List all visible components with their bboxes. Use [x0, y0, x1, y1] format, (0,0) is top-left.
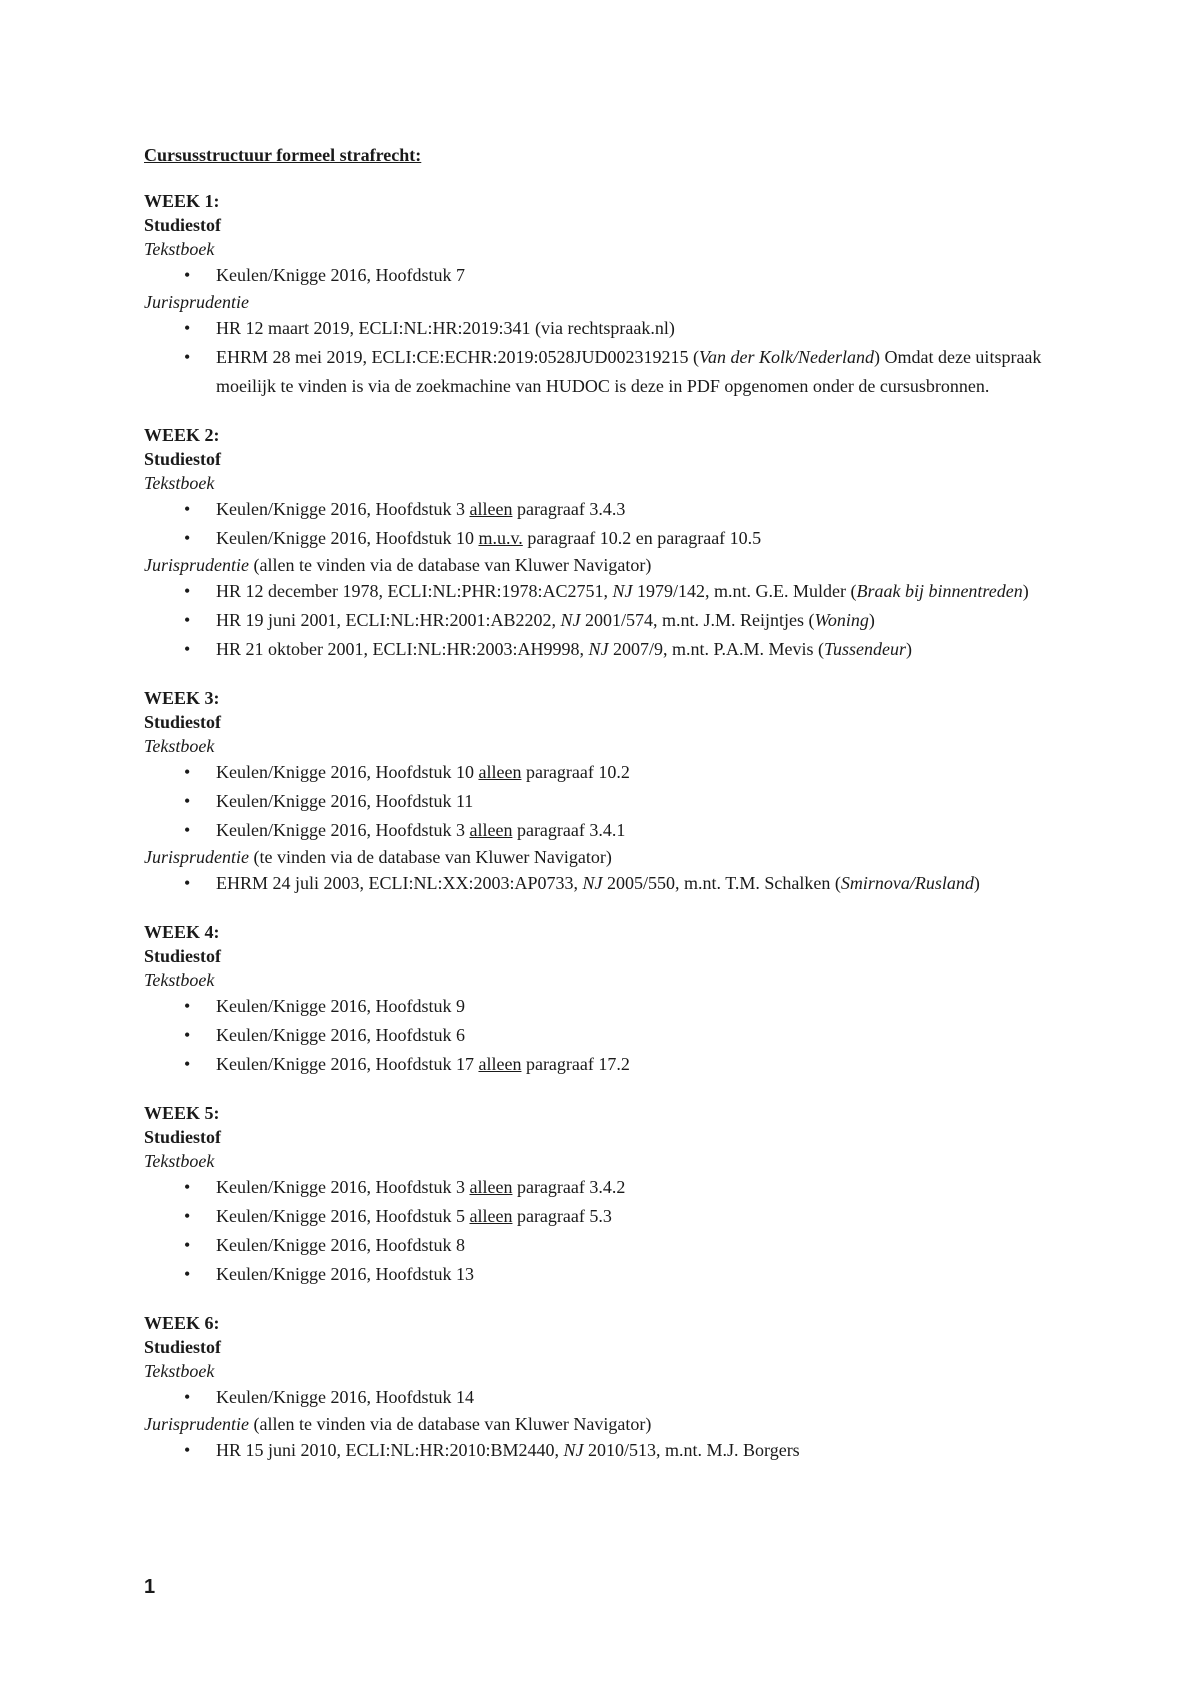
- jurisprudentie-list: [144, 1436, 1084, 1465]
- jurisprudentie-note: (te vinden via de database van Kluwer Navigator): [249, 847, 612, 867]
- list-item: [144, 1021, 1084, 1050]
- list-item: [144, 758, 1084, 787]
- bullet-icon: •: [184, 1025, 191, 1045]
- item-text: Keulen/Knigge 2016, Hoofdstuk 3: [216, 1177, 470, 1197]
- studiestof-heading: Studiestof: [144, 712, 222, 732]
- bullet-icon: •: [184, 762, 191, 782]
- item-text: ): [868, 610, 875, 630]
- week-section: [144, 189, 1084, 401]
- studiestof-heading: Studiestof: [144, 1127, 222, 1147]
- list-item: [144, 1202, 1084, 1231]
- tekstboek-heading: [144, 471, 1084, 495]
- tekstboek-heading: [144, 968, 1084, 992]
- bullet-icon: •: [184, 610, 191, 630]
- tekstboek-heading: [144, 1359, 1084, 1383]
- week-label: WEEK 4:: [144, 922, 220, 942]
- item-emphasis: m.u.v.: [478, 528, 523, 548]
- item-text: 1979/142, m.nt. G.E. Mulder (: [632, 581, 857, 601]
- item-emphasis: alleen: [469, 1206, 513, 1226]
- tekstboek-label: Tekstboek: [144, 736, 215, 756]
- list-item: [144, 1231, 1084, 1260]
- tekstboek-heading: [144, 237, 1084, 261]
- tekstboek-label: Tekstboek: [144, 473, 215, 493]
- tekstboek-list: [144, 758, 1084, 845]
- item-case-name: Braak bij binnentreden: [856, 581, 1023, 601]
- document-content: [144, 143, 1084, 1487]
- list-item: [144, 314, 1084, 343]
- item-text: 2007/9, m.nt. P.A.M. Mevis (: [608, 639, 825, 659]
- jurisprudentie-list: [144, 577, 1084, 664]
- item-text: 2010/513, m.nt. M.J. Borgers: [583, 1440, 800, 1460]
- studiestof-heading: Studiestof: [144, 215, 222, 235]
- tekstboek-label: Tekstboek: [144, 1151, 215, 1171]
- bullet-icon: •: [184, 347, 191, 367]
- jurisprudentie-label: Jurisprudentie: [144, 555, 249, 575]
- item-nj: NJ: [588, 639, 609, 659]
- week-section: [144, 686, 1084, 898]
- item-text: Keulen/Knigge 2016, Hoofdstuk 3: [216, 820, 470, 840]
- jurisprudentie-list: [144, 314, 1084, 401]
- item-text: HR 21 oktober 2001, ECLI:NL:HR:2003:AH9998,: [216, 639, 589, 659]
- jurisprudentie-heading: [144, 553, 1084, 577]
- item-text: Keulen/Knigge 2016, Hoofdstuk 8: [216, 1235, 465, 1255]
- item-emphasis: alleen: [478, 762, 522, 782]
- list-item: [144, 524, 1084, 553]
- item-text: Keulen/Knigge 2016, Hoofdstuk 5: [216, 1206, 470, 1226]
- list-item: [144, 577, 1084, 606]
- bullet-icon: •: [184, 1235, 191, 1255]
- weeks-list: [144, 189, 1084, 1465]
- week-section: [144, 920, 1084, 1079]
- jurisprudentie-note: (allen te vinden via de database van Kluwer Navigator): [249, 555, 652, 575]
- studiestof-heading: Studiestof: [144, 1337, 222, 1357]
- jurisprudentie-heading: [144, 290, 1084, 314]
- week-section: [144, 1311, 1084, 1465]
- item-emphasis: alleen: [469, 499, 513, 519]
- item-text: HR 19 juni 2001, ECLI:NL:HR:2001:AB2202,: [216, 610, 561, 630]
- studiestof-heading: Studiestof: [144, 449, 222, 469]
- tekstboek-list: [144, 261, 1084, 290]
- list-item: [144, 343, 1084, 401]
- item-text: paragraaf 3.4.2: [512, 1177, 626, 1197]
- item-text: Keulen/Knigge 2016, Hoofdstuk 7: [216, 265, 465, 285]
- jurisprudentie-list: [144, 869, 1084, 898]
- item-text: Keulen/Knigge 2016, Hoofdstuk 10: [216, 762, 479, 782]
- week-label: WEEK 1:: [144, 191, 220, 211]
- list-item: [144, 869, 1084, 898]
- item-emphasis: alleen: [478, 1054, 522, 1074]
- item-nj: NJ: [563, 1440, 584, 1460]
- bullet-icon: •: [184, 873, 191, 893]
- item-case-name: Van der Kolk/Nederland: [699, 347, 874, 367]
- bullet-icon: •: [184, 581, 191, 601]
- item-text: Keulen/Knigge 2016, Hoofdstuk 3: [216, 499, 470, 519]
- item-text: Keulen/Knigge 2016, Hoofdstuk 6: [216, 1025, 465, 1045]
- bullet-icon: •: [184, 1440, 191, 1460]
- week-label: WEEK 3:: [144, 688, 220, 708]
- list-item: [144, 1436, 1084, 1465]
- item-emphasis: alleen: [469, 820, 513, 840]
- bullet-icon: •: [184, 528, 191, 548]
- tekstboek-list: [144, 1173, 1084, 1289]
- item-nj: NJ: [560, 610, 581, 630]
- jurisprudentie-label: Jurisprudentie: [144, 1414, 249, 1434]
- item-text: 2005/550, m.nt. T.M. Schalken (: [602, 873, 841, 893]
- list-item: [144, 1383, 1084, 1412]
- bullet-icon: •: [184, 499, 191, 519]
- item-text: ): [973, 873, 980, 893]
- week-label: WEEK 5:: [144, 1103, 220, 1123]
- item-case-name: Woning: [814, 610, 869, 630]
- item-text: paragraaf 10.2 en paragraaf 10.5: [522, 528, 762, 548]
- studiestof-heading: Studiestof: [144, 946, 222, 966]
- bullet-icon: •: [184, 1264, 191, 1284]
- item-text: ): [906, 639, 913, 659]
- item-text: HR 15 juni 2010, ECLI:NL:HR:2010:BM2440,: [216, 1440, 564, 1460]
- bullet-icon: •: [184, 1387, 191, 1407]
- bullet-icon: •: [184, 791, 191, 811]
- jurisprudentie-label: Jurisprudentie: [144, 292, 249, 312]
- item-case-name: Smirnova/Rusland: [840, 873, 974, 893]
- item-nj: NJ: [612, 581, 633, 601]
- bullet-icon: •: [184, 318, 191, 338]
- item-text: paragraaf 5.3: [512, 1206, 612, 1226]
- item-text: ) Omdat deze uitspraak moeilijk te vinden is via de zoekmachine van HUDOC is deze in PDF opgenomen onder de cursusbronnen.: [216, 347, 1042, 396]
- list-item: [144, 1173, 1084, 1202]
- jurisprudentie-heading: [144, 1412, 1084, 1436]
- week-label: WEEK 2:: [144, 425, 220, 445]
- tekstboek-list: [144, 992, 1084, 1079]
- bullet-icon: •: [184, 820, 191, 840]
- jurisprudentie-note: (allen te vinden via de database van Kluwer Navigator): [249, 1414, 652, 1434]
- week-section: [144, 1101, 1084, 1289]
- document-title: Cursusstructuur formeel strafrecht:: [144, 145, 422, 165]
- list-item: [144, 992, 1084, 1021]
- tekstboek-list: [144, 495, 1084, 553]
- item-text: Keulen/Knigge 2016, Hoofdstuk 10: [216, 528, 479, 548]
- item-text: HR 12 december 1978, ECLI:NL:PHR:1978:AC2751,: [216, 581, 613, 601]
- item-text: HR 12 maart 2019, ECLI:NL:HR:2019:341 (via rechtspraak.nl): [216, 318, 675, 338]
- bullet-icon: •: [184, 1054, 191, 1074]
- jurisprudentie-label: Jurisprudentie: [144, 847, 249, 867]
- list-item: [144, 495, 1084, 524]
- list-item: [144, 816, 1084, 845]
- tekstboek-list: [144, 1383, 1084, 1412]
- item-nj: NJ: [582, 873, 603, 893]
- list-item: [144, 635, 1084, 664]
- item-text: EHRM 24 juli 2003, ECLI:NL:XX:2003:AP0733,: [216, 873, 583, 893]
- bullet-icon: •: [184, 1177, 191, 1197]
- item-text: 2001/574, m.nt. J.M. Reijntjes (: [580, 610, 815, 630]
- list-item: [144, 606, 1084, 635]
- item-text: EHRM 28 mei 2019, ECLI:CE:ECHR:2019:0528JUD002319215 (: [216, 347, 699, 367]
- page-number: 1: [144, 1576, 156, 1598]
- tekstboek-label: Tekstboek: [144, 239, 215, 259]
- item-text: paragraaf 3.4.3: [512, 499, 626, 519]
- item-text: Keulen/Knigge 2016, Hoofdstuk 17: [216, 1054, 479, 1074]
- week-label: WEEK 6:: [144, 1313, 220, 1333]
- bullet-icon: •: [184, 996, 191, 1016]
- week-section: [144, 423, 1084, 664]
- item-text: Keulen/Knigge 2016, Hoofdstuk 13: [216, 1264, 474, 1284]
- item-text: Keulen/Knigge 2016, Hoofdstuk 14: [216, 1387, 474, 1407]
- tekstboek-heading: [144, 1149, 1084, 1173]
- list-item: [144, 787, 1084, 816]
- list-item: [144, 1050, 1084, 1079]
- item-text: paragraaf 3.4.1: [512, 820, 626, 840]
- list-item: [144, 1260, 1084, 1289]
- jurisprudentie-heading: [144, 845, 1084, 869]
- item-text: paragraaf 10.2: [521, 762, 630, 782]
- item-case-name: Tussendeur: [824, 639, 907, 659]
- bullet-icon: •: [184, 1206, 191, 1226]
- item-text: Keulen/Knigge 2016, Hoofdstuk 11: [216, 791, 474, 811]
- tekstboek-label: Tekstboek: [144, 970, 215, 990]
- item-text: ): [1022, 581, 1029, 601]
- tekstboek-heading: [144, 734, 1084, 758]
- bullet-icon: •: [184, 265, 191, 285]
- item-emphasis: alleen: [469, 1177, 513, 1197]
- list-item: [144, 261, 1084, 290]
- item-text: Keulen/Knigge 2016, Hoofdstuk 9: [216, 996, 465, 1016]
- tekstboek-label: Tekstboek: [144, 1361, 215, 1381]
- item-text: paragraaf 17.2: [521, 1054, 630, 1074]
- bullet-icon: •: [184, 639, 191, 659]
